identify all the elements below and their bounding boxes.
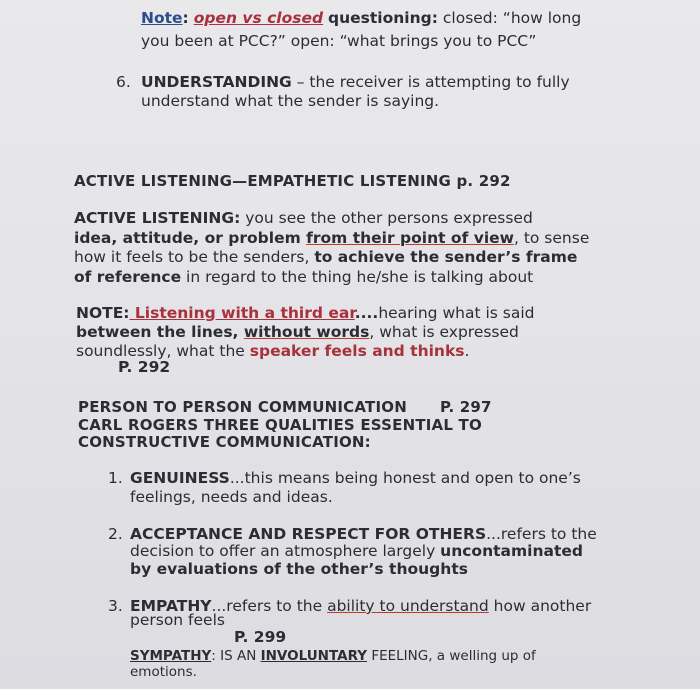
quality-2-line2 bbox=[130, 542, 583, 560]
empathy-mid: ...refers to the bbox=[211, 597, 328, 615]
understanding-term: UNDERSTANDING bbox=[141, 73, 292, 91]
frame-phrase: to achieve the sender’s frame bbox=[314, 248, 578, 266]
note2-label: NOTE: bbox=[76, 304, 130, 322]
genuiness-term: GENUINESS bbox=[130, 469, 230, 487]
involuntary-word: INVOLUNTARY bbox=[260, 648, 368, 664]
note2-line2 bbox=[76, 323, 519, 341]
speaker-feels-phrase: speaker feels and thinks bbox=[249, 342, 465, 360]
active-def-line3 bbox=[74, 248, 577, 266]
genuiness-rest: ...this means being honest and open to one’s bbox=[229, 469, 581, 487]
sympathy-term: SYMPATHY bbox=[130, 648, 212, 664]
person-heading-page: P. 297 bbox=[440, 398, 492, 416]
quality-2-number: 2. bbox=[108, 525, 123, 543]
without-words-phrase: without words bbox=[243, 323, 370, 341]
note-open-closed-line1 bbox=[141, 9, 581, 27]
quality-2-line1 bbox=[130, 525, 597, 543]
note2-rest2: , what is expressed bbox=[369, 323, 519, 341]
person-heading-line1: PERSON TO PERSON COMMUNICATION bbox=[78, 398, 407, 416]
ability-phrase: ability to understand bbox=[327, 597, 489, 615]
sympathy-a: : IS AN bbox=[211, 648, 261, 664]
note2-plain3: soundlessly, what the bbox=[76, 342, 250, 360]
quality-1-line2: feelings, needs and ideas. bbox=[130, 488, 333, 506]
quality-1-line1 bbox=[130, 469, 581, 487]
reference-phrase: of reference bbox=[74, 268, 182, 286]
between-lines-phrase: between the lines, bbox=[76, 323, 244, 341]
questioning-label: questioning: bbox=[328, 9, 438, 27]
active-def-rest1: you see the other persons expressed bbox=[240, 209, 533, 227]
quality-3-line2: person feels bbox=[130, 611, 225, 629]
note-open-closed-line2: you been at PCC?” open: “what brings you to PCC” bbox=[141, 32, 537, 50]
note2-page-ref: P. 292 bbox=[118, 358, 171, 376]
note2-rest1: hearing what is said bbox=[378, 304, 535, 322]
point-of-view-phrase: from their point of view bbox=[306, 229, 514, 247]
note-open-closed-rest: closed: “how long bbox=[437, 9, 582, 27]
third-ear-phrase: Listening with a third ear bbox=[129, 304, 355, 322]
sympathy-line1 bbox=[130, 648, 536, 664]
sympathy-line2: emotions. bbox=[130, 664, 197, 680]
item-6-number: 6. bbox=[116, 73, 131, 91]
uncontaminated-word: uncontaminated bbox=[440, 542, 583, 560]
active-listening-heading: ACTIVE LISTENING—EMPATHETIC LISTENING p. 292 bbox=[74, 172, 511, 190]
active-def-line2 bbox=[74, 229, 589, 247]
note-colon: : bbox=[182, 9, 189, 27]
note-label: Note bbox=[141, 9, 183, 27]
empathy-rest: how another bbox=[488, 597, 592, 615]
acceptance-term: ACCEPTANCE AND RESPECT FOR OTHERS bbox=[130, 525, 487, 543]
active-def-bold2: idea, attitude, or problem bbox=[74, 229, 307, 247]
acceptance-rest: ...refers to the bbox=[486, 525, 597, 543]
empathy-term: EMPATHY bbox=[130, 597, 212, 615]
person-heading-line3: CONSTRUCTIVE COMMUNICATION: bbox=[78, 433, 371, 451]
quality-1-number: 1. bbox=[108, 469, 123, 487]
active-def-rest4: in regard to the thing he/she is talking about bbox=[181, 268, 534, 286]
quality-3-page-ref: P. 299 bbox=[234, 628, 287, 646]
quality-3-number: 3. bbox=[108, 597, 123, 615]
active-def-line1 bbox=[74, 209, 533, 227]
sympathy-c: FEELING, a welling up of bbox=[367, 648, 536, 664]
person-heading-line2: CARL ROGERS THREE QUALITIES ESSENTIAL TO bbox=[78, 416, 482, 434]
note2-dots: .... bbox=[354, 304, 379, 322]
active-listening-term: ACTIVE LISTENING: bbox=[74, 209, 241, 227]
quality-2-line3: by evaluations of the other’s thoughts bbox=[130, 560, 468, 578]
item-6-line1 bbox=[141, 73, 570, 91]
understanding-rest: – the receiver is attempting to fully bbox=[291, 73, 570, 91]
note2-dot: . bbox=[464, 342, 470, 360]
item-6-line2: understand what the sender is saying. bbox=[141, 92, 440, 110]
active-def-line4 bbox=[74, 268, 533, 286]
acceptance-plain2: decision to offer an atmosphere largely bbox=[130, 542, 441, 560]
active-def-rest2: , to sense bbox=[513, 229, 590, 247]
note2-line1 bbox=[76, 304, 534, 322]
open-vs-closed-term: open vs closed bbox=[193, 9, 324, 27]
active-def-plain3: how it feels to be the senders, bbox=[74, 248, 315, 266]
